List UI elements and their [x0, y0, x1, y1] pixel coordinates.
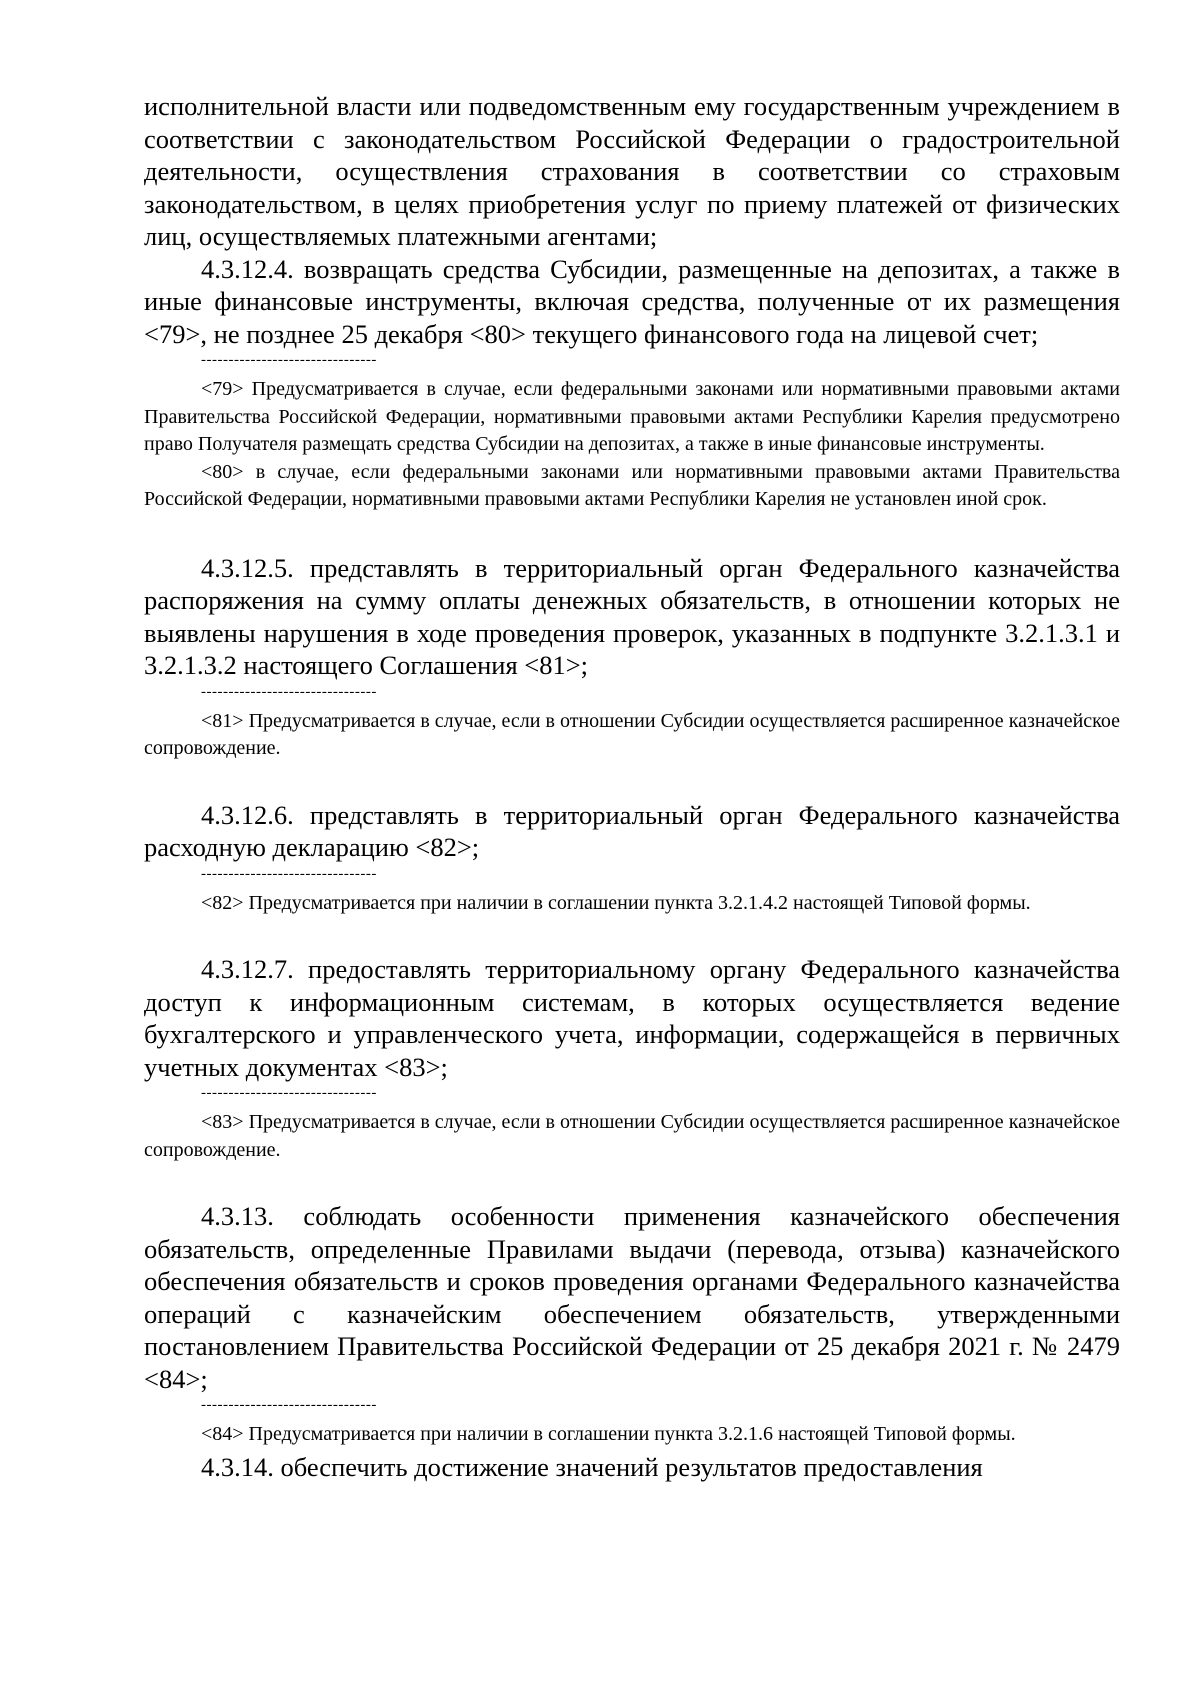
footnote-separator: --------------------------------	[201, 683, 377, 700]
paragraph-4-3-12-6: 4.3.12.6. представлять в территориальный орган Федерального казначейства расходную декларацию <82>;	[144, 799, 1120, 862]
footnote-separator: --------------------------------	[201, 352, 377, 368]
paragraph-continuation: исполнительной власти или подведомственным ему государственным учреждением в соответствии с законодательством Российской Федерации о градостроительной деятельности, осуществления страхования в соответствии со страховым законодательством, в целях приобретения услуг по приему платежей от физических лиц, осуществляемых платежными агентами;	[144, 91, 1120, 251]
paragraph-4-3-12-5: 4.3.12.5. представлять в территориальный орган Федерального казначейства распоряжения на сумму оплаты денежных обязательств, в отношении которых не выявлены нарушения в ходе проведения проверок, указанных в подпункте 3.2.1.3.1 и 3.2.1.3.2 настоящего Соглашения <81>;	[144, 552, 1120, 680]
document-page	[144, 90, 1120, 1483]
footnote-79: <79> Предусматривается в случае, если федеральными законами или нормативными правовыми актами Правительства Российской Федерации, нормативными правовыми актами Республики Карелия предусмотрено право Получателя размещать средства Субсидии на депозитах, а также в иные финансовые инструменты.	[144, 378, 1120, 455]
paragraph-4-3-13: 4.3.13. соблюдать особенности применения казначейского обеспечения обязательств, определенные Правилами выдачи (перевода, отзыва) казначейского обеспечения обязательств и сроков проведения органами Федерального казначейства операций с казначейским обеспечением обязательств, утвержденными постановлением Правительства Российской Федерации от 25 декабря 2021 г. № 2479 <84>;	[144, 1201, 1120, 1394]
footnote-81: <81> Предусматривается в случае, если в отношении Субсидии осуществляется расширенное казначейское сопровождение.	[144, 709, 1120, 759]
footnote-80: <80> в случае, если федеральными законами или нормативными правовыми актами Правительства Российской Федерации, нормативными правовыми актами Республики Карелия не установлен иной срок.	[144, 460, 1120, 510]
paragraph-4-3-12-7: 4.3.12.7. предоставлять территориальному органу Федерального казначейства доступ к информационным системам, в которых осуществляется ведение бухгалтерского и управленческого учета, информации, содержащейся в первичных учетных документах <83>;	[144, 954, 1120, 1082]
footnote-83: <83> Предусматривается в случае, если в отношении Субсидии осуществляется расширенное казначейское сопровождение.	[144, 1111, 1120, 1161]
footnote-84: <84> Предусматривается при наличии в соглашении пункта 3.2.1.6 настоящей Типовой формы.	[201, 1423, 1016, 1445]
footnote-separator: --------------------------------	[201, 865, 377, 882]
footnote-82: <82> Предусматривается при наличии в соглашении пункта 3.2.1.4.2 настоящей Типовой формы.	[201, 891, 1031, 914]
footnote-separator: --------------------------------	[201, 1397, 377, 1413]
paragraph-4-3-12-4: 4.3.12.4. возвращать средства Субсидии, размещенные на депозитах, а также в иные финансовые инструменты, включая средства, полученные от их размещения <79>, не позднее 25 декабря <80> текущего финансового года на лицевой счет;	[144, 253, 1120, 349]
paragraph-4-3-14: 4.3.14. обеспечить достижение значений результатов предоставления	[201, 1451, 983, 1482]
footnote-separator: --------------------------------	[201, 1085, 377, 1101]
